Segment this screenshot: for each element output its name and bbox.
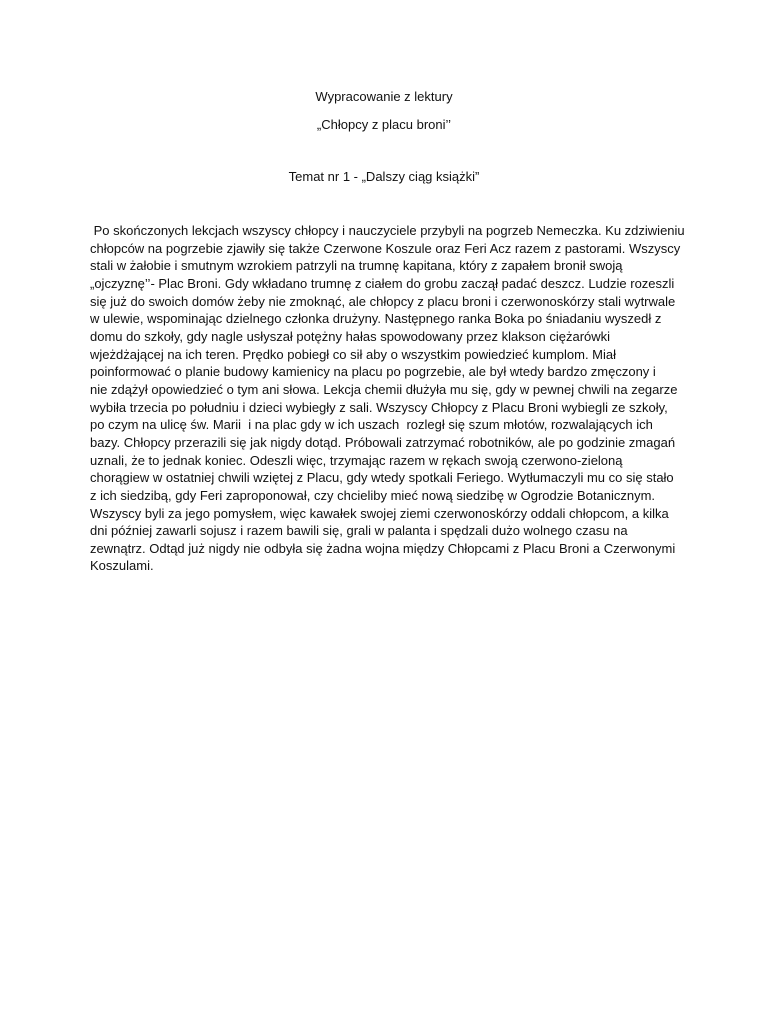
essay-line: nie zdążył opowiedzieć o tym ani słowa. Lekcja chemii dłużyła mu się, gdy w pewnej chwili na zegarze <box>90 381 678 397</box>
essay-line: Wszyscy byli za jego pomysłem, więc kawałek swojej ziemi czerwonoskórzy oddali chłopcom, a kilka <box>90 505 669 521</box>
essay-line: bazy. Chłopcy przerazili się jak nigdy dotąd. Próbowali zatrzymać robotników, ale po godzinie zmagań <box>90 434 676 450</box>
essay-line: wjeżdżającej na ich teren. Prędko pobiegł co sił aby o wszystkim powiedzieć kumplom. Miał <box>90 346 617 362</box>
essay-line: dni później zawarli sojusz i razem bawili się, grali w palanta i spędzali dużo wolnego czasu na <box>90 523 628 539</box>
essay-line: chorągiew w ostatniej chwili wziętej z Placu, gdy wtedy spotkali Feriego. Wytłumaczyli mu co się stało <box>90 470 674 486</box>
book-title: „Chłopcy z placu broni’’ <box>316 117 452 132</box>
topic-heading: Temat nr 1 - „Dalszy ciąg książki” <box>288 169 480 184</box>
essay-line: w ulewie, wspominając dzielnego członka drużyny. Następnego ranka Boka po śniadaniu wyszedł z <box>90 311 662 327</box>
essay-line: „ojczyznę’’- Plac Broni. Gdy wkładano trumnę z ciałem do grobu zaczął padać deszcz. Ludzie rozeszli <box>90 275 675 291</box>
essay-line: zewnątrz. Odtąd już nigdy nie odbyła się żadna wojna między Chłopcami z Placu Broni a Czerwonymi <box>90 540 676 556</box>
essay-line: domu do szkoły, gdy nagle usłyszał potężny hałas spowodowany przez klakson ciężarówki <box>90 328 611 344</box>
essay-body <box>90 222 690 575</box>
essay-line: się już do swoich domów żeby nie zmoknąć, ale chłopcy z placu broni i czerwonoskórzy stali wytrwale <box>90 293 676 309</box>
essay-line: chłopców na pogrzebie zjawiły się także Czerwone Koszule oraz Feri Acz razem z pastorami. Wszyscy <box>90 240 681 256</box>
essay-line: uznali, że to jednak koniec. Odeszli więc, trzymając razem w rękach swoją czerwono-zieloną <box>90 452 623 468</box>
essay-line: poinformować o planie budowy kamienicy na placu po pogrzebie, ale był wtedy bardzo zmęczony i <box>90 364 656 380</box>
essay-line: po czym na ulicę św. Marii i na plac gdy w ich uszach rozległ się szum młotów, rozwalających ich <box>90 417 653 433</box>
essay-line: Po skończonych lekcjach wszyscy chłopcy i nauczyciele przybyli na pogrzeb Nemeczka. Ku zdziwieniu <box>90 223 685 238</box>
document-title: Wypracowanie z lektury <box>315 89 453 104</box>
essay-line: stali w żałobie i smutnym wzrokiem patrzyli na trumnę kapitana, który z zapałem bronił swoją <box>90 258 623 274</box>
essay-line: wybiła trzecia po południu i dzieci wybiegły z sali. Wszyscy Chłopcy z Placu Broni wybiegli ze szkoły, <box>90 399 668 415</box>
essay-line: z ich siedzibą, gdy Feri zaproponował, czy chcieliby mieć nową siedzibę w Ogrodzie Botanicznym. <box>90 487 656 503</box>
essay-line: Koszulami. <box>90 558 154 574</box>
